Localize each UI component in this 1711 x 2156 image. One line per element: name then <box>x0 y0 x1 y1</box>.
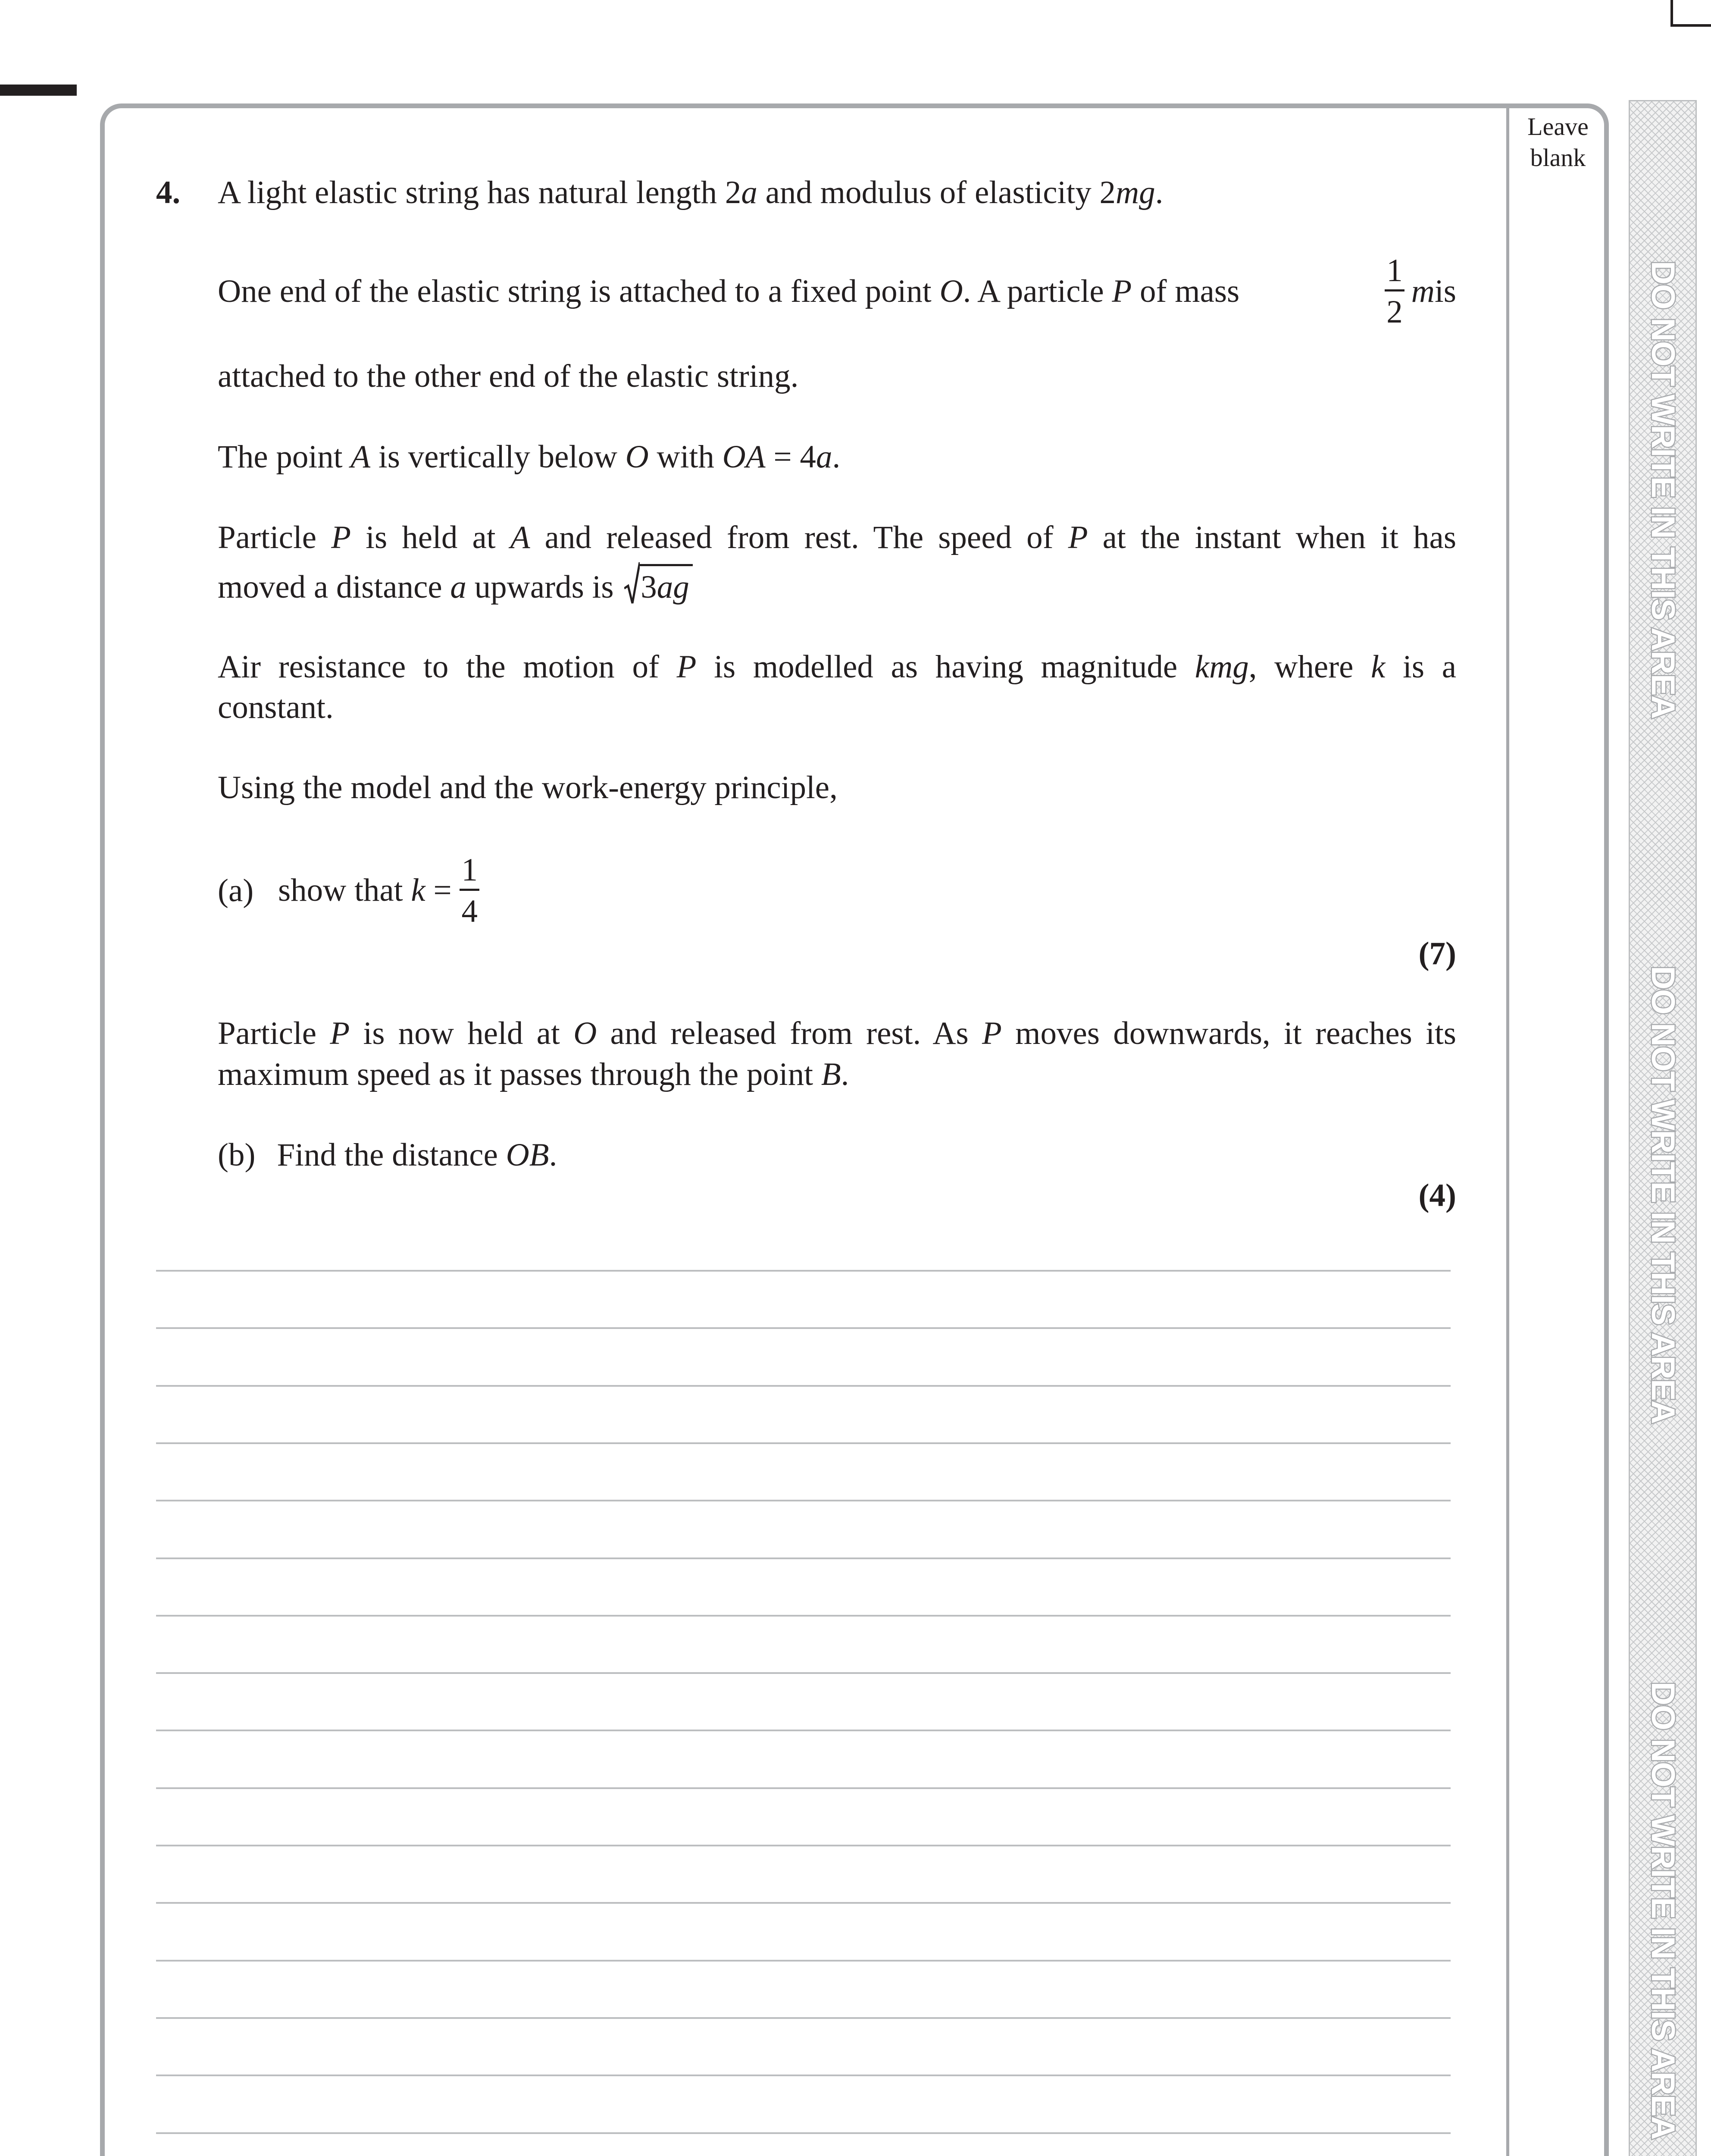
answer-line[interactable] <box>156 1615 1451 1617</box>
answer-line[interactable] <box>156 2075 1451 2076</box>
radical-sign <box>624 561 640 605</box>
answer-frame <box>100 103 1609 2156</box>
answer-line[interactable] <box>156 1730 1451 1731</box>
paragraph-second-release-line2: maximum speed as it passes through the point B. <box>218 1056 849 1092</box>
paragraph-air-resistance-line2: constant. <box>218 689 334 725</box>
answer-line[interactable] <box>156 1385 1451 1387</box>
paragraph-second-release: Particle P is now held at O and released from rest. As P moves downwards, it reaches its <box>218 1015 1456 1051</box>
answer-line[interactable] <box>156 2132 1451 2134</box>
registration-mark-top <box>0 85 77 96</box>
part-a-marks: (7) <box>1418 936 1456 971</box>
part-a-text: show that k = $\frac{1}{4}$ <box>278 847 479 934</box>
answer-line[interactable] <box>156 1327 1451 1329</box>
answer-line[interactable] <box>156 1442 1451 1444</box>
crop-mark-horizontal <box>1672 24 1711 27</box>
square-root-expression: 3ag <box>624 564 693 608</box>
question-intro: A light elastic string has natural length 2a and modulus of elasticity 2mg. <box>218 175 1164 210</box>
paragraph-work-energy: Using the model and the work-energy principle, <box>218 770 838 805</box>
answer-line[interactable] <box>156 1672 1451 1674</box>
do-not-write-label-1: DO NOT WRITE IN THIS AREA <box>1645 261 1681 719</box>
answer-line[interactable] <box>156 1845 1451 1846</box>
answer-line[interactable] <box>156 1270 1451 1272</box>
answer-line[interactable] <box>156 1557 1451 1559</box>
crop-mark-vertical <box>1670 0 1673 27</box>
paragraph-air-resistance: Air resistance to the motion of P is modelled as having magnitude kmg, where k is a <box>218 649 1456 685</box>
answer-line[interactable] <box>156 1960 1451 1962</box>
paragraph-point-a: The point A is vertically below O with OA = 4a. <box>218 439 841 475</box>
question-number: 4. <box>156 175 181 210</box>
answer-line[interactable] <box>156 1787 1451 1789</box>
leave-blank-label: Leave blank <box>1527 113 1589 172</box>
part-a-label: (a) <box>218 873 254 909</box>
paragraph-release-line2: moved a distance a upwards is 3ag <box>218 564 693 608</box>
paragraph-release: Particle P is held at A and released from rest. The speed of P at the instant when it has <box>218 520 1457 555</box>
do-not-write-label-2: DO NOT WRITE IN THIS AREA <box>1645 966 1681 1424</box>
part-b-question: (b) Find the distance OB. <box>218 1137 557 1173</box>
fraction-quarter: $\frac{1}{4}$ <box>460 854 479 928</box>
paragraph-attachment: One end of the elastic string is attached to a fixed point O. A particle P of mass $\frac{1}{2}$ m is <box>218 253 1456 330</box>
answer-line[interactable] <box>156 1500 1451 1501</box>
fraction-half: $\frac{1}{2}$ <box>1385 254 1404 328</box>
leave-blank-divider <box>1506 108 1509 2156</box>
answer-line[interactable] <box>156 1902 1451 1904</box>
paragraph-attachment-line2: attached to the other end of the elastic string. <box>218 358 799 394</box>
part-b-marks: (4) <box>1418 1178 1456 1213</box>
do-not-write-label-3: DO NOT WRITE IN THIS AREA <box>1645 1682 1681 2140</box>
answer-line[interactable] <box>156 2017 1451 2019</box>
